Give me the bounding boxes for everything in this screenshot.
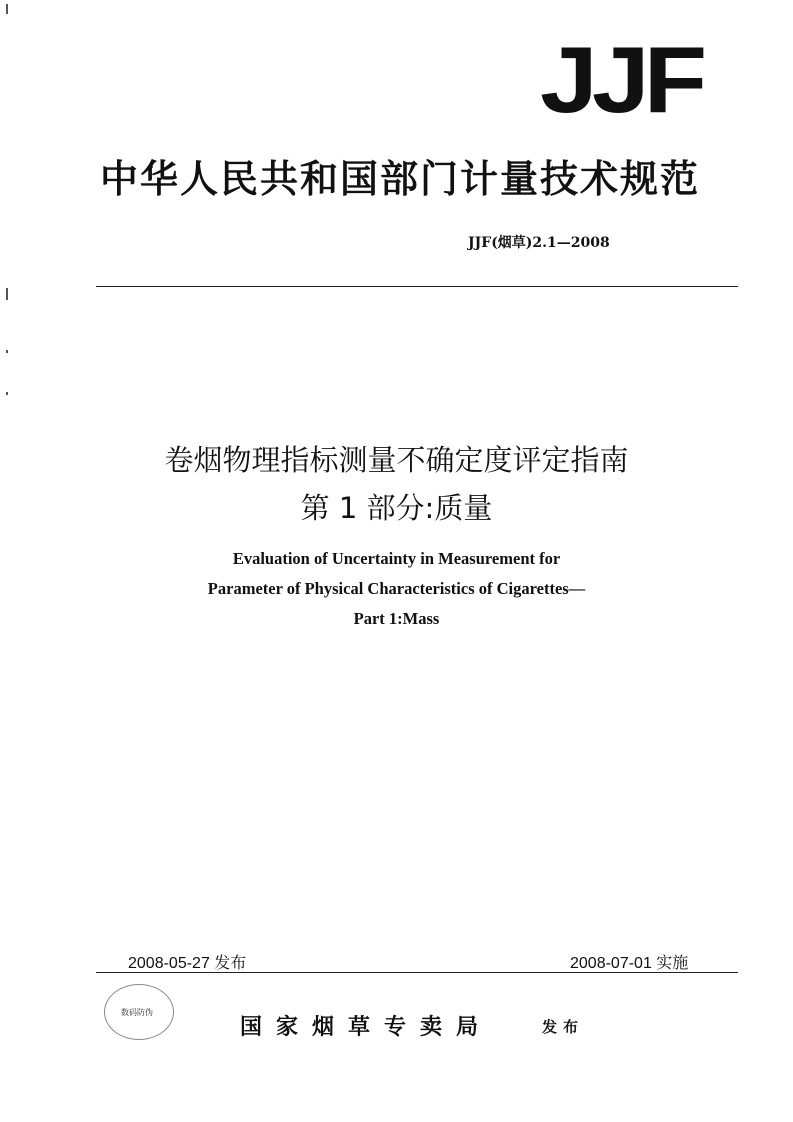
scan-mark: [6, 4, 8, 14]
jjf-logo: JJF: [540, 28, 702, 133]
standard-number: JJF(烟草)2.1—2008: [468, 235, 610, 251]
english-title-line3: Part 1:Mass: [353, 609, 440, 628]
english-title-line1: Evaluation of Uncertainty in Measurement for: [232, 549, 561, 568]
seal-label: 数码防伪: [121, 1008, 153, 1017]
scan-mark: [6, 350, 8, 353]
footer-divider: [96, 972, 738, 973]
issuer-suffix: 发布: [542, 1018, 585, 1036]
scan-mark: [6, 288, 8, 300]
publish-date: 2008-05-27 发布: [128, 955, 247, 972]
scan-mark: [6, 392, 8, 395]
chinese-title-line1: 卷烟物理指标测量不确定度评定指南: [164, 443, 629, 477]
implement-date: 2008-07-01 实施: [570, 955, 689, 972]
authority-title: 中华人民共和国部门计量技术规范: [100, 157, 701, 201]
header-divider: [96, 286, 738, 287]
issuer-name: 国家烟草专卖局: [240, 1015, 493, 1040]
chinese-title-line2: 第 1 部分:质量: [300, 491, 493, 525]
english-title-line2: Parameter of Physical Characteristics of Cigarettes—: [207, 579, 586, 598]
anti-counterfeit-seal: [104, 984, 174, 1040]
